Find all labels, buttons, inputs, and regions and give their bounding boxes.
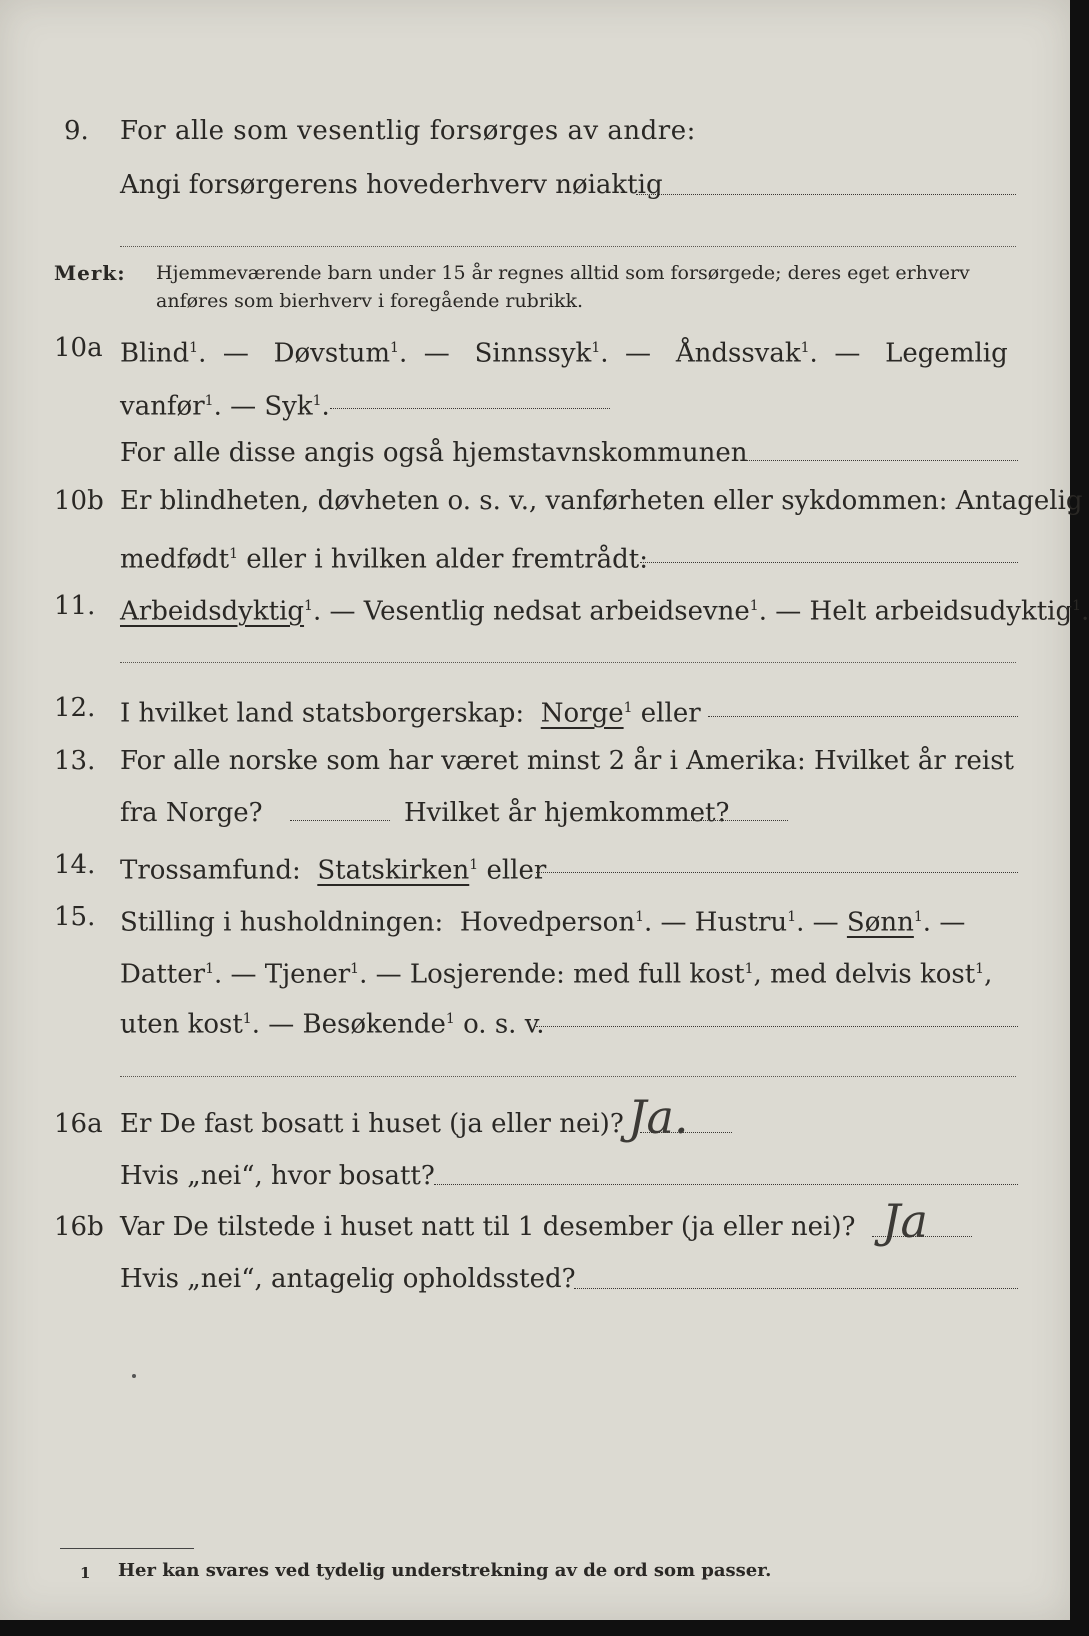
- opt-sinnssyk[interactable]: Sinnssyk: [474, 338, 592, 369]
- q12-answer-line[interactable]: [708, 716, 1018, 717]
- q10a-kommune-line[interactable]: [746, 460, 1018, 461]
- opt-dovstum[interactable]: Døvstum: [273, 338, 391, 369]
- opt-hustru[interactable]: Hustru: [694, 907, 788, 938]
- q9-answer-line[interactable]: [636, 194, 1016, 195]
- q16b-opholdssted-line[interactable]: [574, 1288, 1018, 1289]
- q13-fra: fra Norge?: [120, 798, 263, 828]
- q12-line: I hvilket land statsborgerskap: Norge$^1$ eller: [120, 698, 701, 729]
- q9-line1: For alle som vesentlig forsørges av andre:: [120, 116, 696, 146]
- q14-number: 14.: [54, 850, 96, 880]
- q15-number: 15.: [54, 902, 96, 932]
- merk-line2: anføres som bierhverv i foregående rubrikk.: [156, 290, 584, 312]
- q16a-bosatt-line[interactable]: [434, 1184, 1018, 1185]
- opt-besokende[interactable]: Besøkende: [302, 1009, 446, 1040]
- q16a-number: 16a: [54, 1109, 103, 1139]
- footnote-rule: [60, 1548, 194, 1549]
- opt-datter[interactable]: Datter: [120, 959, 206, 990]
- opt-syk[interactable]: Syk: [264, 391, 313, 422]
- q15-line3: uten kost$^1$. — Besøkende$^1$ o. s. v.: [120, 1009, 545, 1040]
- q10a-line2: vanfør$^1$. — Syk$^1$.: [120, 391, 330, 422]
- q13-number: 13.: [54, 746, 96, 776]
- opt-udyktig[interactable]: Helt arbeidsudyktig: [809, 596, 1073, 627]
- q15-line2: Datter$^1$. — Tjener$^1$. — Losjerende: med full kost$^1$, med delvis kost$^1$,: [120, 959, 993, 990]
- q10a-number: 10a: [54, 333, 103, 363]
- footnote-mark: 1: [80, 1564, 91, 1582]
- footnote-text: Her kan svares ved tydelig understrekning av de ord som passer.: [118, 1560, 772, 1581]
- opt-blind[interactable]: Blind: [120, 338, 190, 369]
- opt-delviskost[interactable]: med delvis kost: [770, 959, 976, 990]
- q9-line2: Angi forsørgerens hovederhverv nøiaktig: [120, 170, 663, 200]
- q16b-line1: Var De tilstede i huset natt til 1 desember (ja eller nei)?: [120, 1212, 856, 1242]
- q13-hjem-line[interactable]: [686, 820, 788, 821]
- q15-line1: Stilling i husholdningen: Hovedperson$^1$. — Hustru$^1$. — Sønn$^1$. —: [120, 907, 966, 938]
- opt-sonn[interactable]: Sønn: [846, 907, 914, 938]
- opt-legemlig[interactable]: Legemlig: [885, 338, 1008, 369]
- q16a-answer-line[interactable]: [640, 1132, 732, 1133]
- q9-blank-line[interactable]: [120, 246, 1016, 247]
- opt-utenkost[interactable]: uten kost: [120, 1009, 243, 1040]
- q13-hjem: Hvilket år hjemkommet?: [404, 798, 730, 828]
- q16b-answer-line[interactable]: [872, 1236, 972, 1237]
- speck-mark: [132, 1374, 136, 1378]
- q13-reist-line[interactable]: [290, 820, 390, 821]
- merk-line1: Hjemmeværende barn under 15 år regnes alltid som forsørgede; deres eget erhverv: [156, 262, 970, 284]
- q15-answer-line[interactable]: [536, 1026, 1018, 1027]
- q9-number: 9.: [64, 116, 89, 146]
- q14-answer-line[interactable]: [536, 872, 1018, 873]
- opt-hovedperson[interactable]: Hovedperson: [459, 907, 636, 938]
- q16b-number: 16b: [54, 1212, 104, 1242]
- q14-line: Trossamfund: Statskirken$^1$ eller: [120, 855, 547, 886]
- q10b-line2: medfødt$^1$ eller i hvilken alder fremtrådt:: [120, 544, 649, 575]
- q10a-line1: Blind$^1$. — Døvstum$^1$. — Sinnssyk$^1$. — Åndssvak$^1$. — Legemlig: [120, 338, 1008, 369]
- q10b-answer-line[interactable]: [640, 562, 1018, 563]
- q16a-line1: Er De fast bosatt i huset (ja eller nei)?: [120, 1109, 624, 1139]
- q10a-line3: For alle disse angis også hjemstavnskommunen: [120, 438, 748, 468]
- opt-fullkost[interactable]: Losjerende: med full kost: [409, 959, 745, 990]
- q16a-line2: Hvis „nei“, hvor bosatt?: [120, 1161, 435, 1191]
- opt-statskirken[interactable]: Statskirken: [317, 855, 470, 886]
- opt-norge[interactable]: Norge: [540, 698, 624, 729]
- q10b-line1: Er blindheten, døvheten o. s. v., vanførheten eller sykdommen: Antagelig: [120, 486, 1083, 516]
- opt-medfodt[interactable]: medfødt: [120, 544, 230, 575]
- opt-vanfor[interactable]: vanfør: [120, 391, 205, 422]
- q11-line1: Arbeidsdyktig$^1$. — Vesentlig nedsat arbeidsevne$^1$. — Helt arbeidsudyktig$^1$.: [120, 596, 1089, 627]
- q16b-line2: Hvis „nei“, antagelig opholdssted?: [120, 1264, 576, 1294]
- q12-number: 12.: [54, 693, 96, 723]
- q11-blank-line[interactable]: [120, 662, 1016, 663]
- merk-label: Merk:: [54, 261, 126, 285]
- q10b-number: 10b: [54, 486, 104, 516]
- q16b-handwritten-answer[interactable]: Ja: [882, 1194, 928, 1248]
- q10a-syk-line[interactable]: [330, 408, 610, 409]
- opt-arbeidsdyktig[interactable]: Arbeidsdyktig: [120, 596, 305, 627]
- opt-tjener[interactable]: Tjener: [264, 959, 351, 990]
- q16a-handwritten-answer[interactable]: Ja.: [628, 1090, 689, 1144]
- opt-nedsat[interactable]: Vesentlig nedsat arbeidsevne: [363, 596, 750, 627]
- opt-andssvak[interactable]: Åndssvak: [675, 338, 801, 369]
- q11-number: 11.: [54, 591, 96, 621]
- q13-line1: For alle norske som har været minst 2 år i Amerika: Hvilket år reist: [120, 746, 1014, 776]
- q15-blank-line[interactable]: [120, 1076, 1016, 1077]
